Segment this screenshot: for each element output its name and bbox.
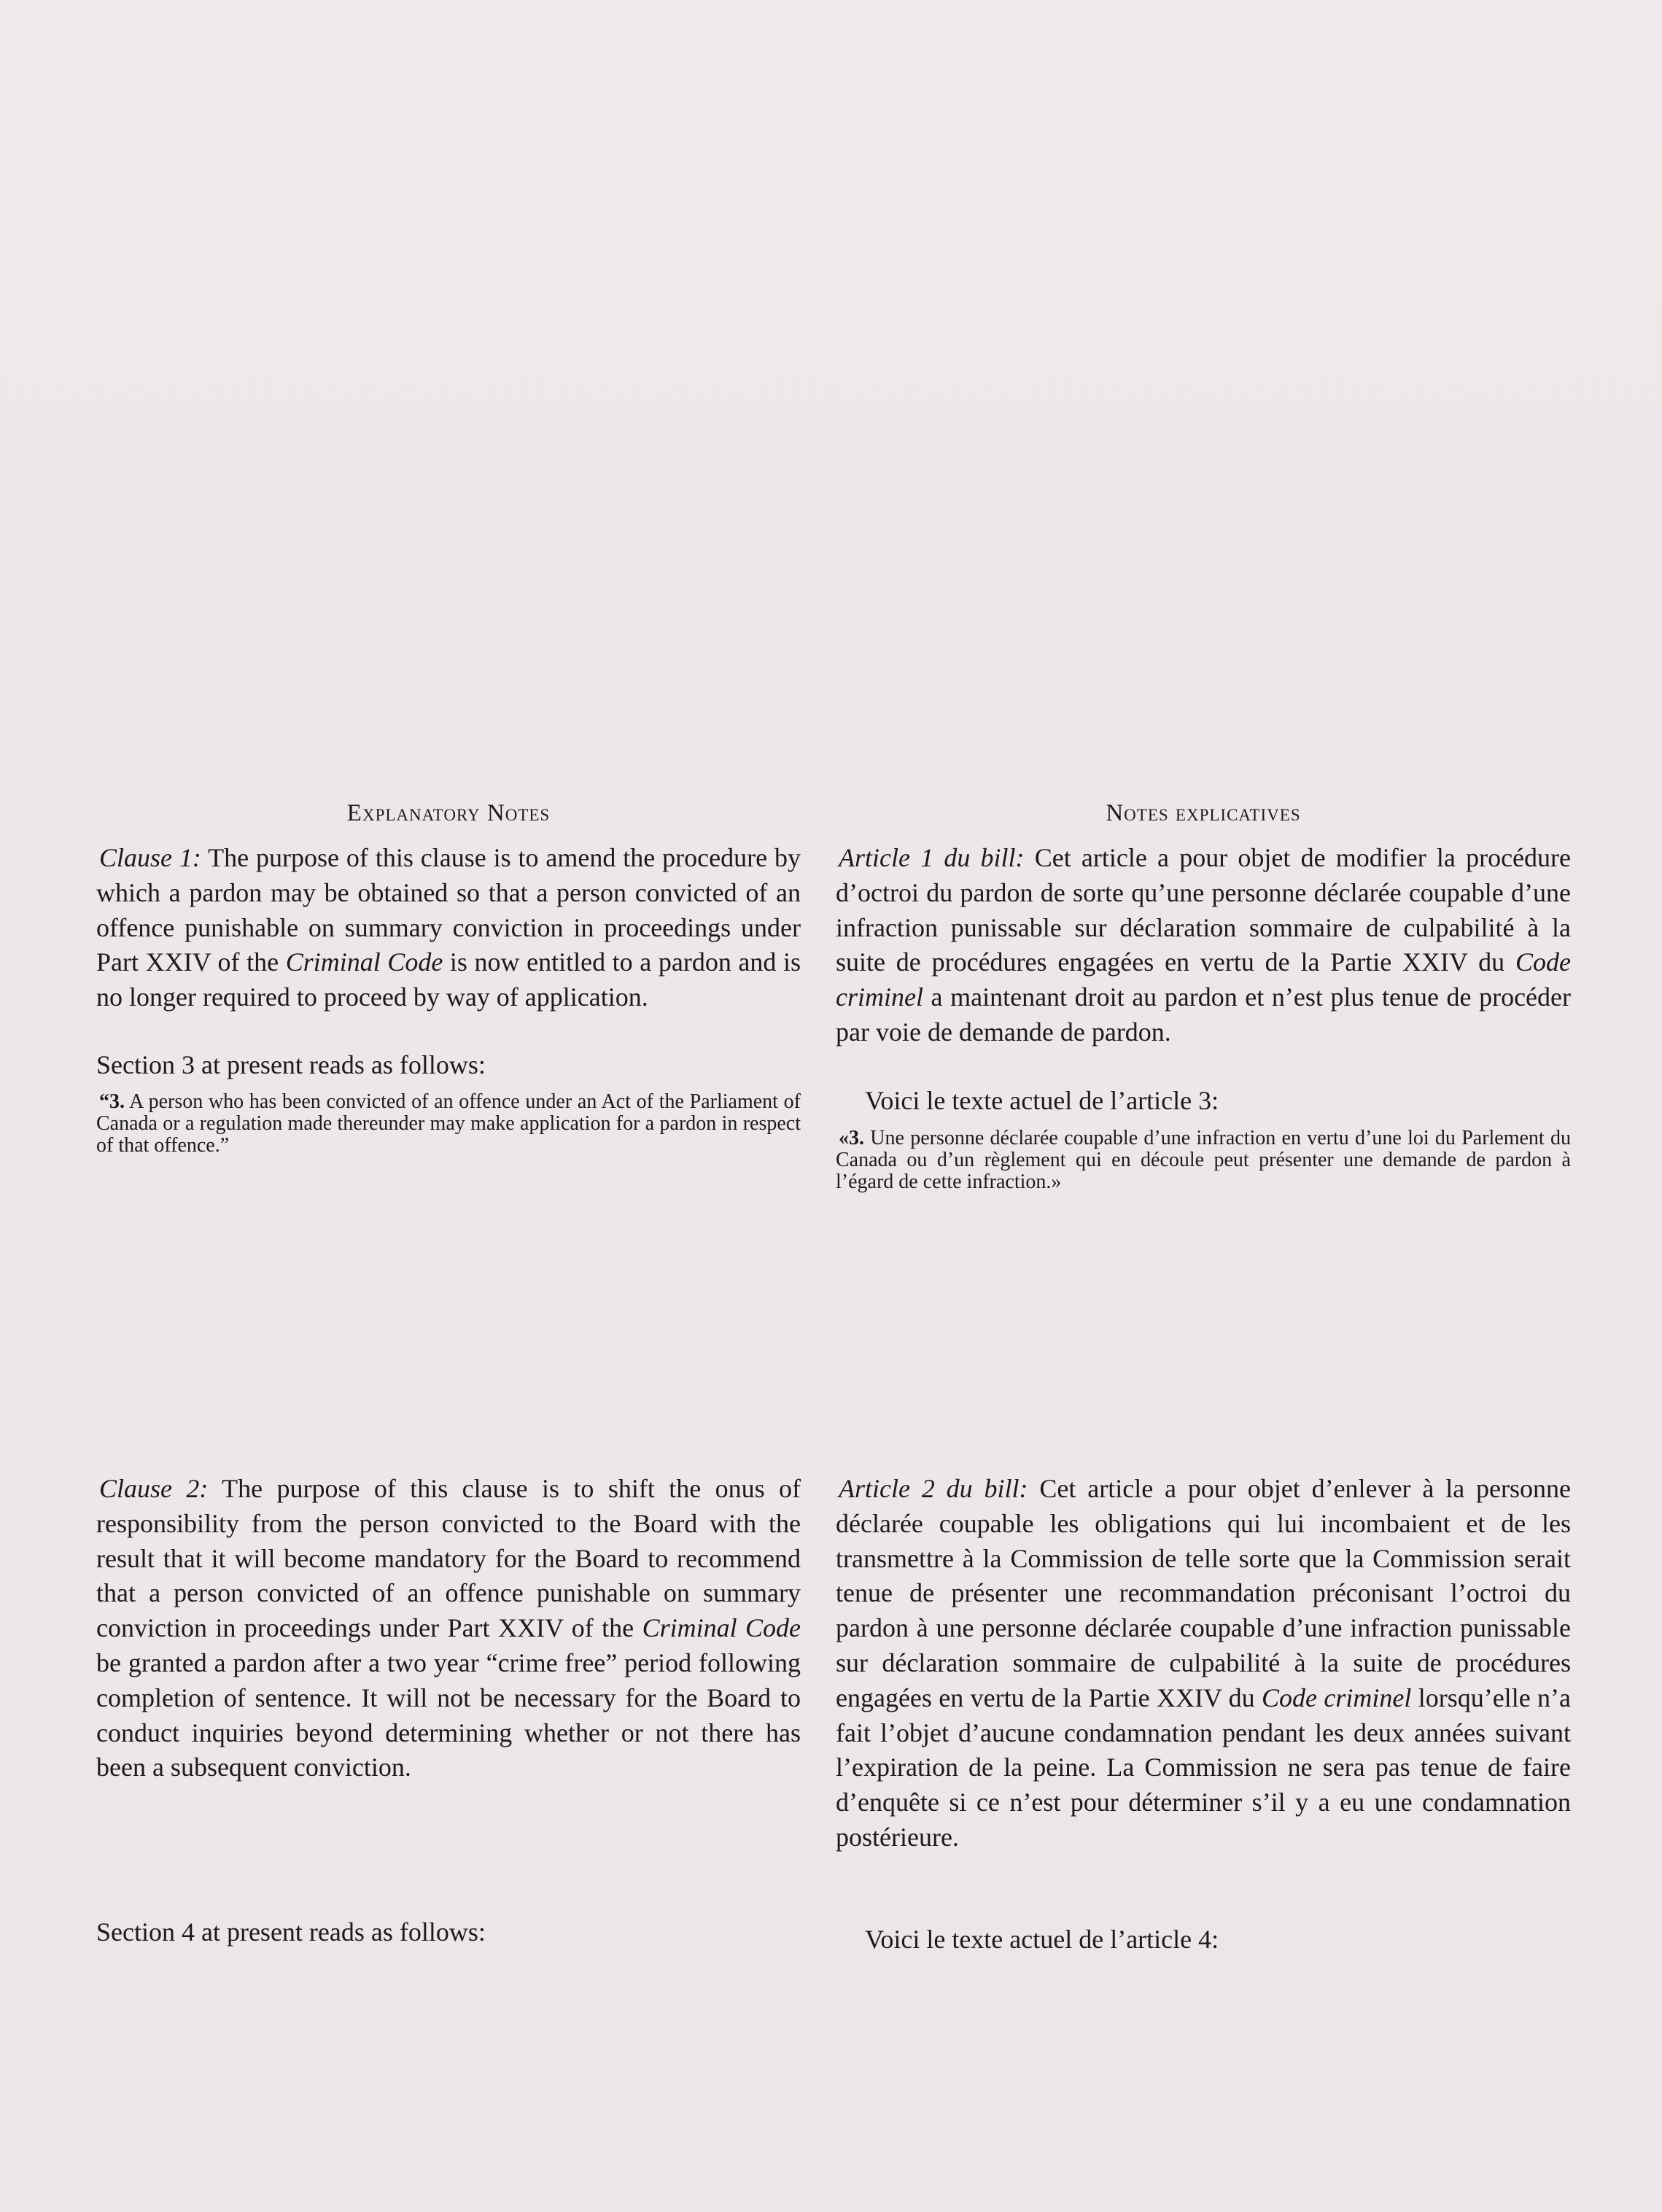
french-clause-1-lead: Article 1 du bill: <box>839 843 1025 872</box>
french-clause-2-italic: Code criminel <box>1262 1683 1412 1712</box>
french-clause-1 <box>836 841 1571 1050</box>
french-clause-1-italic: Code criminel <box>836 947 1571 1012</box>
english-heading: Explanatory Notes <box>346 800 551 826</box>
french-clause-2 <box>836 1472 1571 1855</box>
french-quote-text: Une personne déclarée coupable d’une infraction en vertu d’une loi du Parlement du Canada ou d’un règlement qui en découle peut présenter une demande de pardon à l’égard de cette infraction.» <box>836 1127 1571 1193</box>
english-clause-2-lead: Clause 2: <box>99 1474 209 1503</box>
english-section-3-quote <box>96 1091 801 1157</box>
french-clause-2-lead: Article 2 du bill: <box>839 1474 1028 1503</box>
french-heading: Notes explicatives <box>1106 800 1301 826</box>
english-clause-1-text-end: is now entitled to a pardon and is no longer required to proceed by way of application. <box>96 947 801 1012</box>
english-section-3-intro: Section 3 at present reads as follows: <box>96 1050 486 1079</box>
french-section-3-intro: Voici le texte actuel de l’article 3: <box>865 1086 1219 1115</box>
french-clause-2-text: Cet article a pour objet d’enlever à la personne déclarée coupable les obligations qui lui incombaient et de les transmettre à la Commission de telle sorte que la Commission serait tenue de présenter une recommandation préconisant l’octroi du pardon à une personne déclarée coupable d’une infraction punissable sur déclaration sommaire de culpabilité à la suite de procédures engagées en vertu de la Partie XXIV du <box>836 1474 1571 1712</box>
french-clause-2-text-end: lorsqu’elle n’a fait l’objet d’aucune condamnation pendant les deux années suivant l’expiration de la peine. La Commission ne sera pas tenue de faire d’enquête si ce n’est pour déterminer s’il y a eu une condamnation postérieure. <box>836 1683 1571 1852</box>
english-quote-text: A person who has been convicted of an offence under an Act of the Parliament of Canada or a regulation made thereunder may make application for a pardon in respect of that offence.” <box>96 1090 801 1157</box>
french-clause-1-text-end: a maintenant droit au pardon et n’est plus tenue de procéder par voie de demande de pardon. <box>836 982 1571 1047</box>
french-section-4-intro: Voici le texte actuel de l’article 4: <box>865 1925 1219 1954</box>
english-clause-1-text: The purpose of this clause is to amend the procedure by which a pardon may be obtained so that a person convicted of an offence punishable on summary conviction in proceedings under Part XXIV of the <box>96 843 801 977</box>
english-clause-2-text-end: be granted a pardon after a two year “crime free” period following completion of sentence. It will not be necessary for the Board to conduct inquiries beyond determining whether or not there has been a subsequent conviction. <box>96 1648 801 1782</box>
english-clause-2-italic: Criminal Code <box>642 1613 801 1643</box>
french-section-3-quote <box>836 1128 1571 1193</box>
english-clause-1-italic: Criminal Code <box>285 947 443 977</box>
french-quote-number: «3. <box>839 1127 864 1149</box>
english-clause-2-text: The purpose of this clause is to shift the onus of responsibility from the person convicted to the Board with the result that it will become mandatory for the Board to recommend that a person convicted of an offence punishable on summary conviction in proceedings under Part XXIV of the <box>96 1474 801 1643</box>
english-quote-number: “3. <box>99 1090 125 1113</box>
english-section-4-intro: Section 4 at present reads as follows: <box>96 1917 486 1947</box>
english-clause-1 <box>96 841 801 1015</box>
french-clause-1-text: Cet article a pour objet de modifier la procédure d’octroi du pardon de sorte qu’une personne déclarée coupable d’une infraction punissable sur déclaration sommaire de culpabilité à la suite de procédures engagées en vertu de la Partie XXIV du <box>836 843 1571 977</box>
english-clause-2 <box>96 1472 801 1785</box>
english-clause-1-lead: Clause 1: <box>99 843 201 872</box>
